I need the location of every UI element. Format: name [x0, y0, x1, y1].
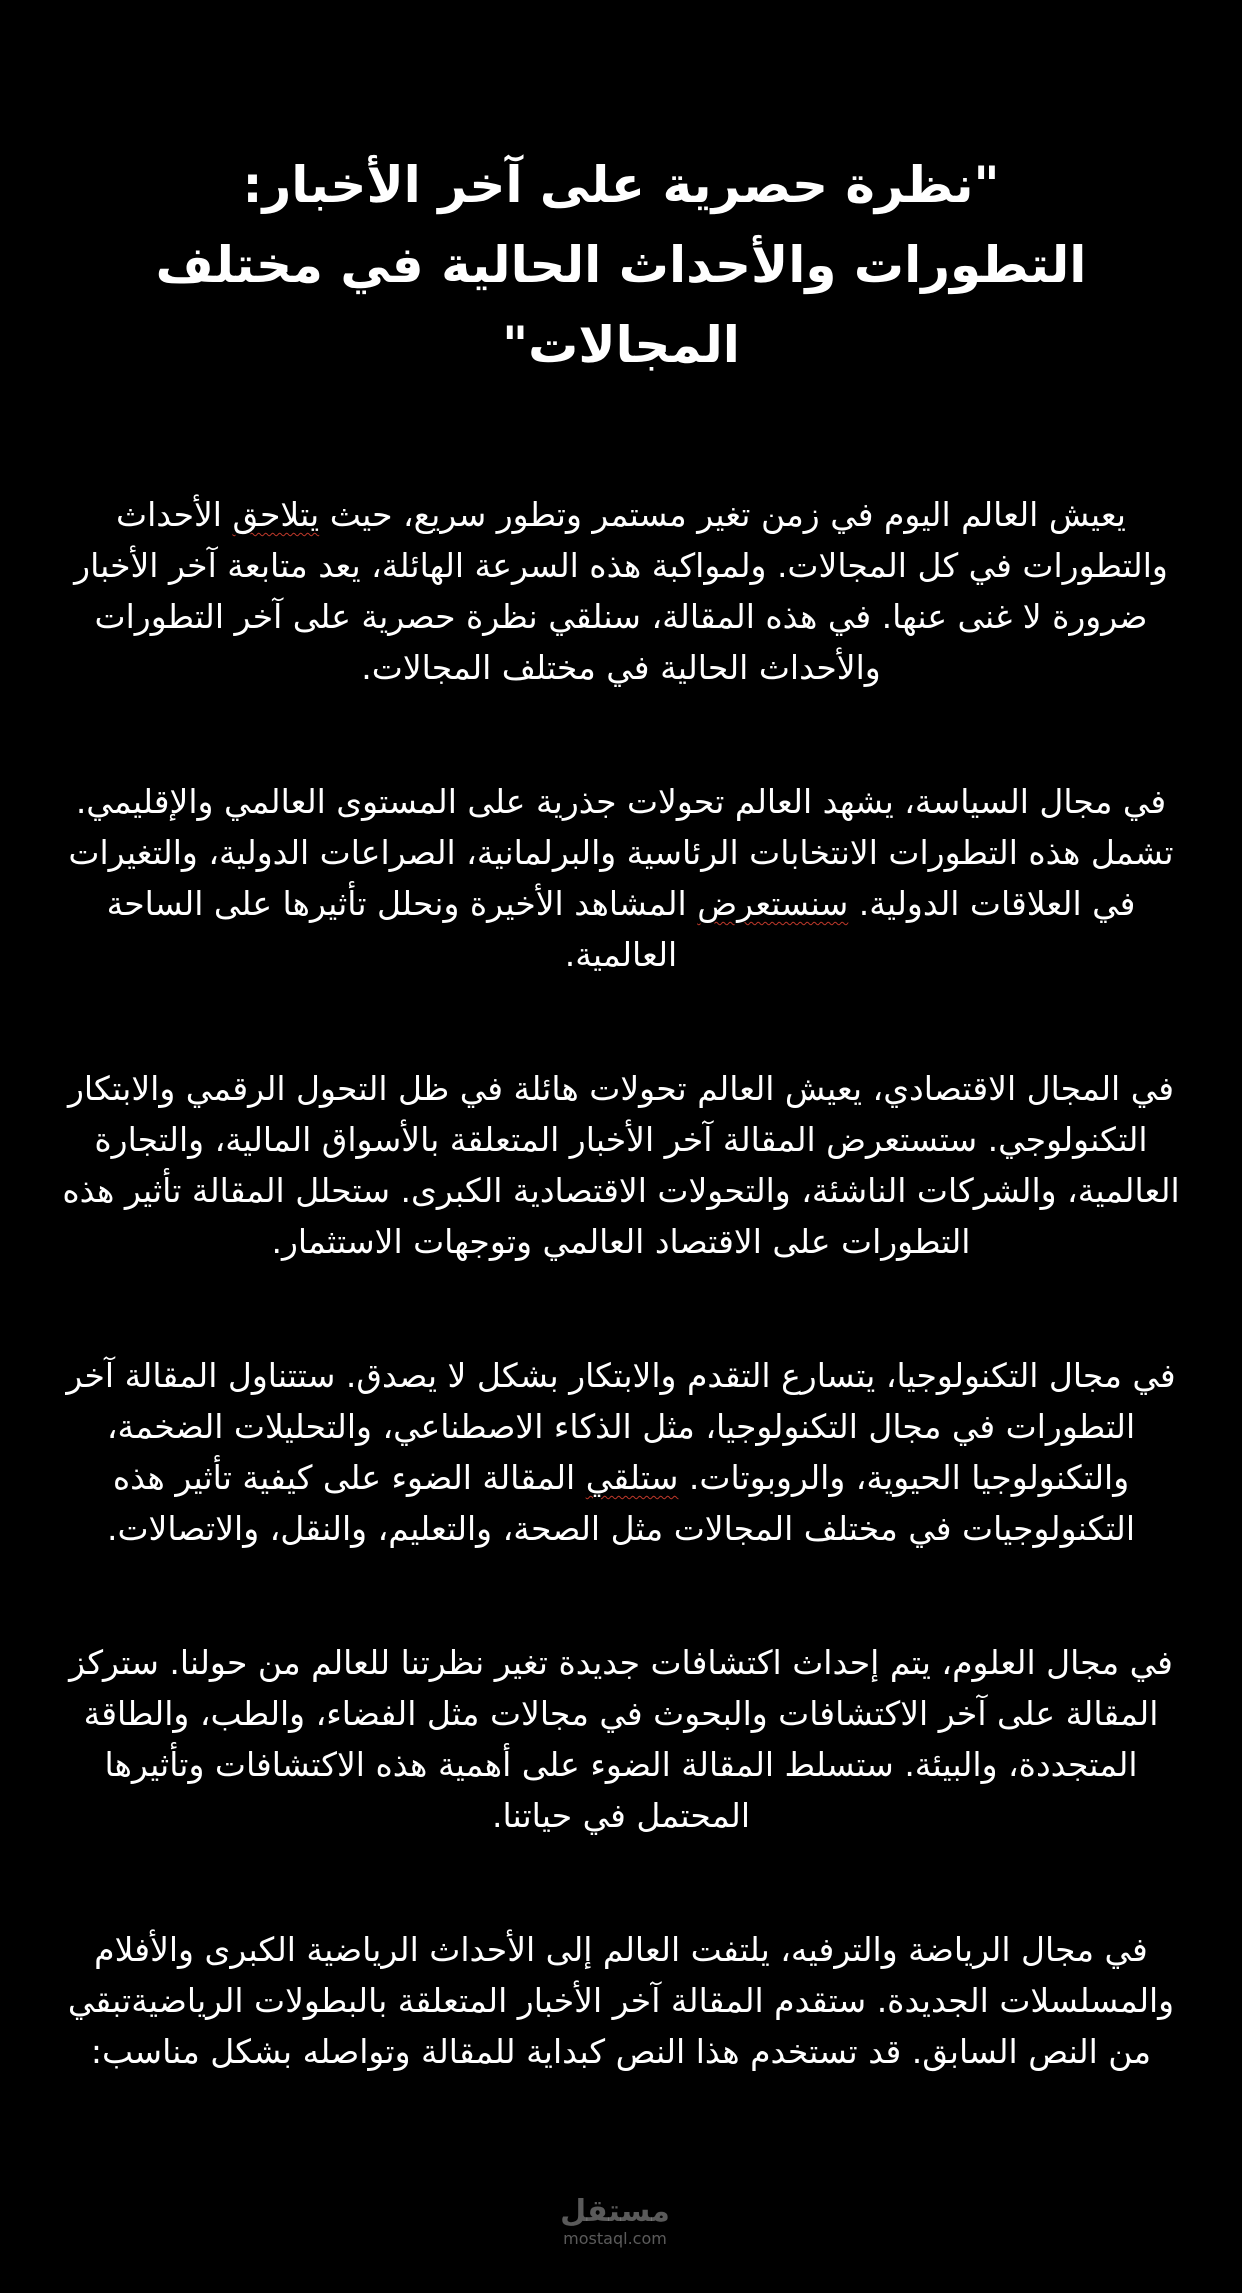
paragraph-text: المقالة الضوء على كيفية تأثير هذه التكنولوجيات في مختلف المجالات مثل الصحة، والتعليم، والنقل، والاتصالات.	[106, 1458, 1135, 1548]
spellcheck-flagged-word[interactable]: سنستعرض	[697, 884, 849, 923]
spellcheck-flagged-word[interactable]: يتلاحق	[232, 495, 320, 534]
paragraph-text: في مجال العلوم، يتم إحداث اكتشافات جديدة تغير نظرتنا للعالم من حولنا. ستركز المقالة على آخر الاكتشافات والبحوث في مجالات مثل الفضاء، والطب، والطاقة المتجددة، والبيئة. ستسلط المقالة الضوء على أهمية هذه الاكتشافات وتأثيرها المحتمل في حياتنا.	[69, 1643, 1173, 1835]
paragraph-text: المشاهد الأخيرة ونحلل تأثيرها على الساحة العالمية.	[106, 884, 698, 974]
paragraph-politics	[60, 776, 1182, 980]
watermark-logo: مستقل	[560, 2194, 670, 2229]
paragraph-technology	[60, 1350, 1182, 1554]
paragraph-economy	[60, 1063, 1182, 1267]
paragraph-text: يعيش العالم اليوم في زمن تغير مستمر وتطور سريع، حيث	[319, 495, 1126, 534]
paragraph-text: في مجال التكنولوجيا، يتسارع التقدم والابتكار بشكل لا يصدق. ستتناول المقالة آخر التطورات في مجال التكنولوجيا، مثل الذكاء الاصطناعي، والتحليلات الضخمة، والتكنولوجيا الحيوية، والروبوتات.	[66, 1356, 1176, 1497]
paragraph-intro	[60, 489, 1182, 693]
document	[0, 145, 1242, 2077]
paragraph-sports	[60, 1924, 1182, 2077]
watermark-url: mostaql.com	[563, 2229, 667, 2248]
spellcheck-flagged-word[interactable]: ستلقي	[585, 1458, 679, 1497]
paragraph-text: في مجال السياسة، يشهد العالم تحولات جذرية على المستوى العالمي والإقليمي. تشمل هذه التطورات الانتخابات الرئاسية والبرلمانية، الصراعات الدولية، والتغيرات في العلاقات الدولية.	[68, 782, 1174, 923]
paragraph-science	[60, 1637, 1182, 1841]
document-title: "نظرة حصرية على آخر الأخبار: التطورات والأحداث الحالية في مختلف المجالات"	[155, 156, 1087, 374]
paragraph-text: في المجال الاقتصادي، يعيش العالم تحولات هائلة في ظل التحول الرقمي والابتكار التكنولوجي. ستستعرض المقالة آخر الأخبار المتعلقة بالأسواق المالية، والتجارة العالمية، والشركات الناشئة، والتحولات الاقتصادية الكبرى. ستحلل المقالة تأثير هذه التطورات على الاقتصاد العالمي وتوجهات الاستثمار.	[62, 1069, 1180, 1261]
paragraph-text: الأحداث والتطورات في كل المجالات. ولمواكبة هذه السرعة الهائلة، يعد متابعة آخر الأخبار ضرورة لا غنى عنها. في هذه المقالة، سنلقي نظرة حصرية على آخر التطورات والأحداث الحالية في مختلف المجالات.	[74, 495, 1168, 687]
paragraph-text: في مجال الرياضة والترفيه، يلتفت العالم إلى الأحداث الرياضية الكبرى والأفلام والمسلسلات الجديدة. ستقدم المقالة آخر الأخبار المتعلقة بالبطولات الرياضيةتبقي من النص السابق. قد تستخدم هذا النص كبداية للمقالة وتواصله بشكل مناسب:	[67, 1930, 1175, 2071]
mostaql-watermark	[540, 2195, 690, 2265]
